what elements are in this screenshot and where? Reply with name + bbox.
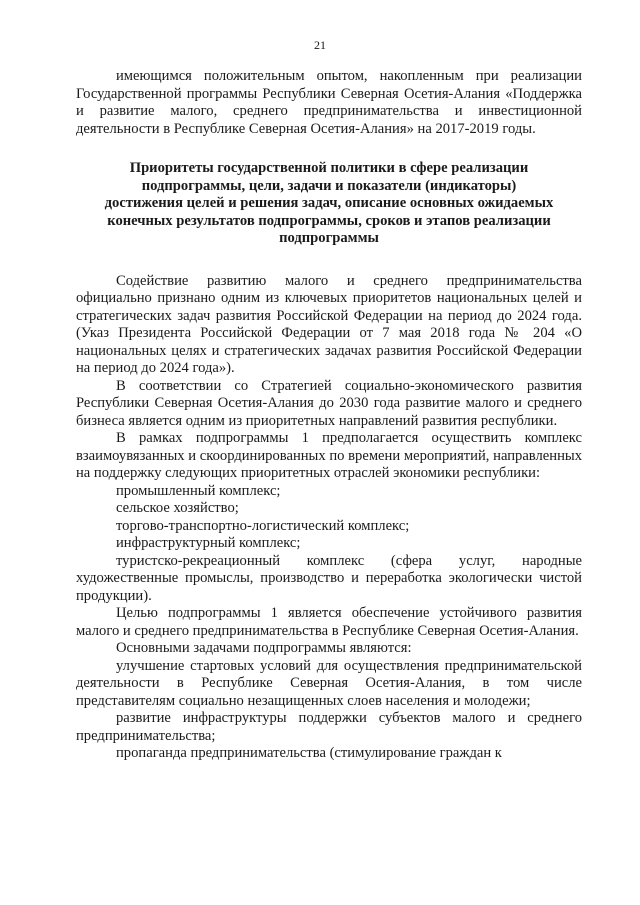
heading-line: конечных результатов подпрограммы, сроков и этапов реализации: [107, 212, 551, 229]
heading-line: подпрограммы: [279, 230, 379, 246]
task-item: развитие инфраструктуры поддержки субъектов малого и среднего предпринимательства;: [76, 710, 582, 744]
sector-item: торгово-транспортно-логистический комплекс;: [116, 517, 410, 534]
goal-paragraph: Целью подпрограммы 1 является обеспечение устойчивого развития малого и среднего предпринимательства в Республике Северная Осетия-Алания.: [76, 605, 582, 639]
page-number: 21: [314, 38, 326, 52]
sector-item: промышленный комплекс;: [116, 482, 281, 499]
paragraph-subprogram: В рамках подпрограммы 1 предполагается осуществить комплекс взаимоувязанных и скоординированных по времени мероприятий, направленных на поддержку следующих приоритетных отраслей экономики республики:: [76, 430, 582, 481]
tasks-intro: Основными задачами подпрограммы являются:: [116, 640, 412, 656]
task-item: улучшение стартовых условий для осуществления предпринимательской деятельности в Республике Северная Осетия-Алания, в том числе представителям социально незащищенных слоев населения и молодежи;: [76, 657, 582, 709]
section-heading: [76, 160, 582, 248]
heading-line: подпрограммы, цели, задачи и показатели (индикаторы): [141, 177, 517, 194]
task-item: пропаганда предпринимательства (стимулирование граждан к: [116, 745, 502, 761]
document-body: [76, 68, 582, 763]
sector-item: инфраструктурный комплекс;: [116, 535, 301, 551]
heading-line: достижения целей и решения задач, описание основных ожидаемых: [104, 195, 554, 211]
sector-item: сельское хозяйство;: [116, 500, 239, 516]
heading-line: Приоритеты государственной политики в сфере реализации: [129, 160, 529, 176]
sector-item: туристско-рекреационный комплекс (сфера услуг, народные художественные промыслы, производство и переработка экологически чистой продукции).: [76, 552, 582, 604]
paragraph-priority: Содействие развитию малого и среднего предпринимательства официально признано одним из ключевых приоритетов национальных целей и стратегических задач развития Российской Федерации на период до 2024 года. (Указ Президента Российской Федерации от 7 мая 2018 года № 204 «О национальных целях и стратегических задачах развития Российской Федерации на период до 2024 года»).: [76, 272, 582, 376]
section-body: [76, 273, 582, 763]
paragraph-strategy: В соответствии со Стратегией социально-экономического развития Республики Северная Осетия-Алания до 2030 года развитие малого и среднего бизнеса является одним из приоритетных направлений развития республики.: [76, 377, 582, 429]
intro-paragraph: имеющимся положительным опытом, накопленным при реализации Государственной программы Республики Северная Осетия-Алания «Поддержка и развитие малого, среднего предпринимательства и инвестиционной деятельности в Республике Северная Осетия-Алания» на 2017-2019 годы.: [76, 68, 582, 137]
